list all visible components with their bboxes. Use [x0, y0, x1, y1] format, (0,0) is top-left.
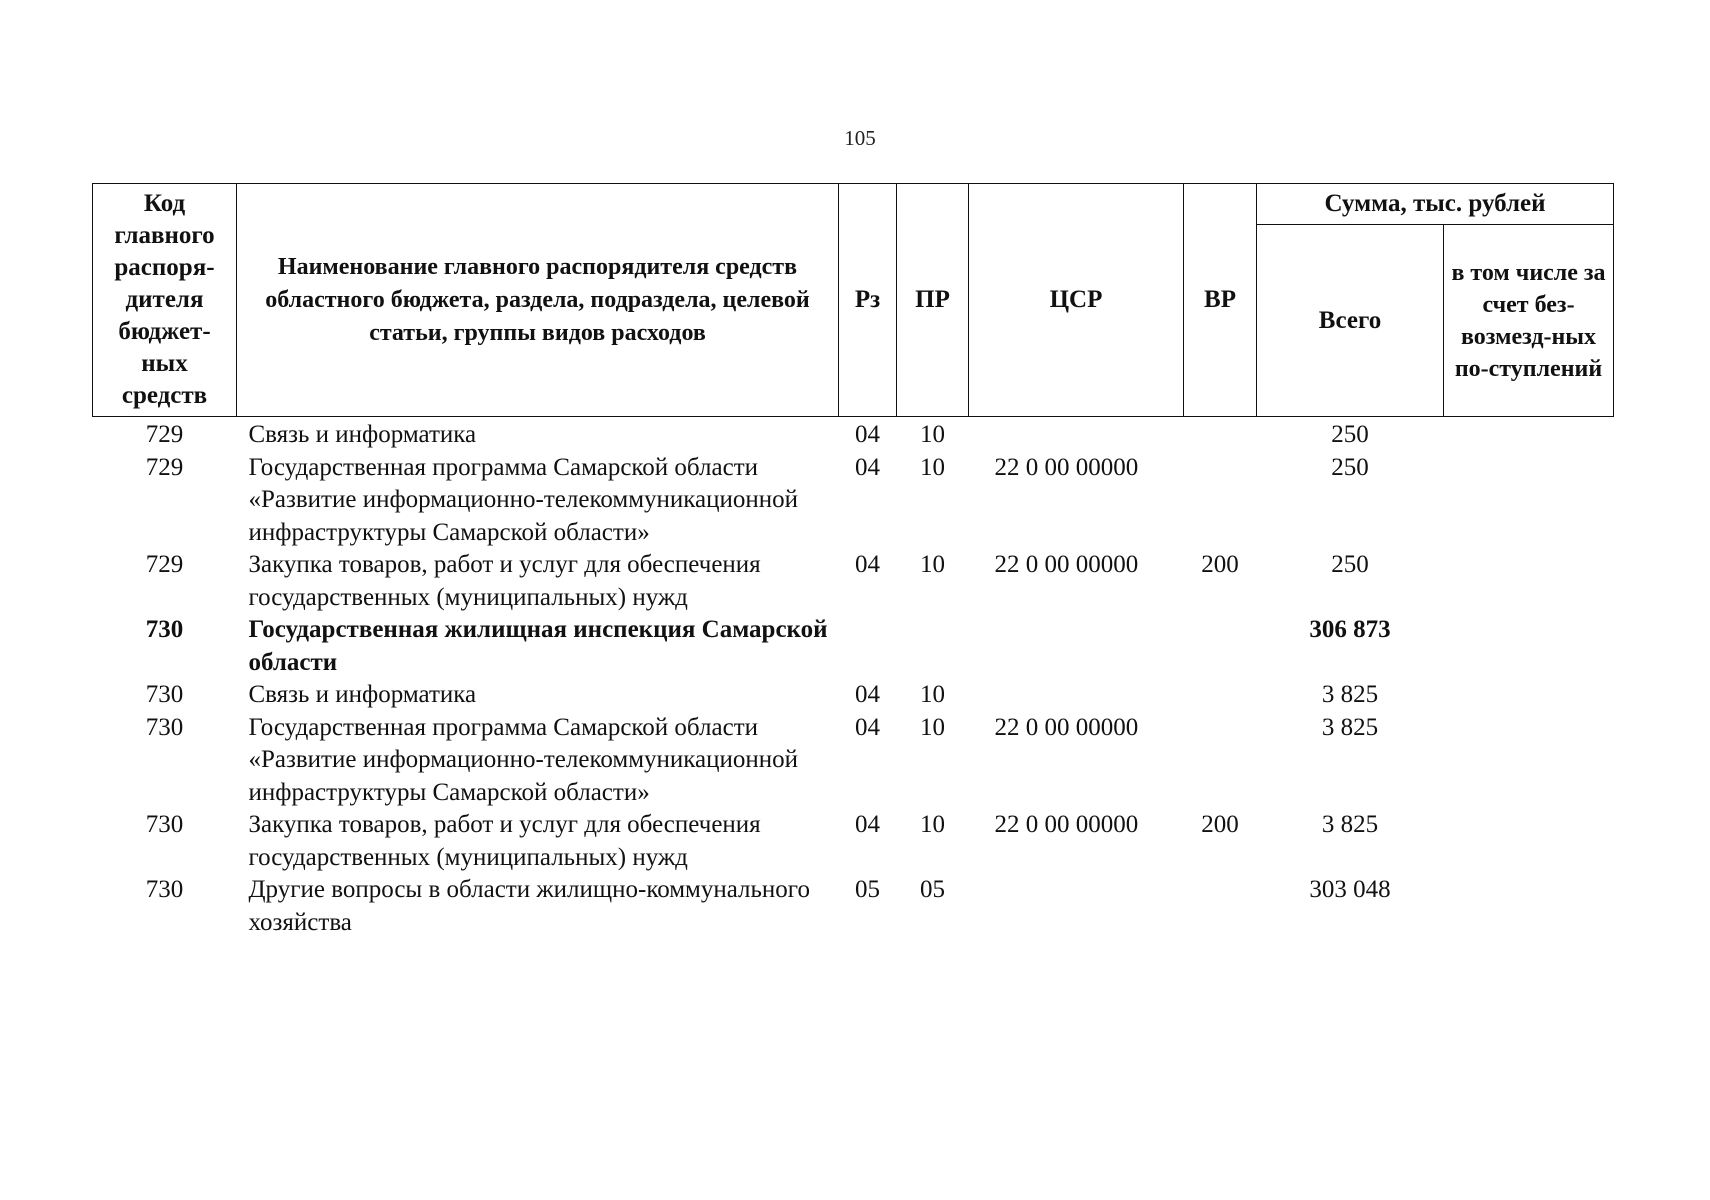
header-csr: ЦСР — [969, 184, 1184, 417]
cell-rz: 04 — [855, 811, 880, 838]
header-pr: ПР — [897, 184, 969, 417]
cell-gratis — [1444, 614, 1614, 679]
table-row — [93, 679, 1614, 712]
cell-pr: 10 — [920, 713, 945, 741]
cell-vr — [1184, 712, 1257, 810]
cell-code: 729 — [145, 453, 184, 481]
table-row — [93, 452, 1614, 550]
cell-vr — [1184, 874, 1257, 939]
cell-code: 730 — [145, 713, 184, 741]
cell-rz: 04 — [855, 421, 880, 448]
cell-code: 730 — [145, 681, 184, 708]
cell-code: 730 — [145, 811, 184, 838]
page-number: 105 — [844, 126, 876, 150]
cell-name: Государственная жилищная инспекция Самарской области — [248, 616, 828, 676]
cell-total: 250 — [1331, 453, 1369, 481]
cell-pr: 10 — [920, 551, 945, 578]
cell-vr — [1184, 614, 1257, 679]
cell-rz: 05 — [855, 876, 880, 903]
cell-csr: 22 0 00 00000 — [994, 713, 1139, 741]
cell-rz: 04 — [855, 681, 880, 708]
cell-name: Государственная программа Самарской области «Развитие информационно-телекоммуникационной инфраструктуры Самарской области» — [248, 713, 799, 806]
header-name: Наименование главного распорядителя средств областного бюджета, раздела, подраздела, целевой статьи, группы видов расходов — [237, 184, 839, 417]
table-body — [93, 417, 1614, 940]
cell-vr — [1184, 452, 1257, 550]
cell-rz: 04 — [855, 453, 880, 481]
table-row — [93, 712, 1614, 810]
cell-vr: 200 — [1201, 811, 1239, 838]
cell-name: Другие вопросы в области жилищно-коммунального хозяйства — [248, 876, 810, 936]
header-rz: Рз — [839, 184, 897, 417]
cell-gratis — [1444, 549, 1614, 614]
cell-gratis — [1444, 452, 1614, 550]
table-row — [93, 417, 1614, 452]
cell-csr: 22 0 00 00000 — [994, 811, 1139, 838]
cell-vr — [1184, 679, 1257, 712]
cell-total: 3 825 — [1321, 681, 1379, 708]
header-sum: Сумма, тыс. рублей — [1257, 184, 1614, 225]
cell-pr: 10 — [920, 811, 945, 838]
cell-total: 3 825 — [1321, 713, 1379, 741]
cell-rz: 04 — [855, 551, 880, 578]
cell-name: Государственная программа Самарской области «Развитие информационно-телекоммуникационной инфраструктуры Самарской области» — [248, 453, 799, 546]
table-row — [93, 614, 1614, 679]
table-row — [93, 874, 1614, 939]
cell-pr: 10 — [920, 681, 945, 708]
header-code: Код главного распоря-дителя бюджет-ных средств — [93, 184, 237, 417]
cell-pr: 05 — [920, 876, 945, 903]
cell-csr — [969, 679, 1184, 712]
cell-gratis — [1444, 417, 1614, 452]
cell-name: Закупка товаров, работ и услуг для обеспечения государственных (муниципальных) нужд — [248, 811, 761, 871]
cell-pr: 10 — [920, 421, 945, 448]
cell-gratis — [1444, 712, 1614, 810]
header-gratis: в том числе за счет без-возмезд-ных по-ступлений — [1444, 225, 1614, 417]
header-vr: ВР — [1184, 184, 1257, 417]
cell-total: 3 825 — [1321, 811, 1379, 838]
cell-code: 730 — [145, 876, 184, 903]
budget-table — [92, 183, 1614, 939]
cell-gratis — [1444, 809, 1614, 874]
cell-rz — [839, 614, 897, 679]
table-row — [93, 549, 1614, 614]
cell-name: Связь и информатика — [248, 421, 477, 448]
cell-total: 250 — [1331, 551, 1369, 578]
cell-vr: 200 — [1201, 551, 1239, 578]
cell-rz: 04 — [855, 713, 880, 741]
cell-name: Связь и информатика — [248, 681, 477, 708]
cell-total: 303 048 — [1309, 876, 1391, 903]
cell-total: 250 — [1331, 421, 1369, 448]
cell-code: 729 — [145, 551, 184, 578]
cell-gratis — [1444, 679, 1614, 712]
cell-pr: 10 — [920, 453, 945, 481]
cell-csr — [969, 614, 1184, 679]
cell-csr — [969, 874, 1184, 939]
table-header — [93, 184, 1614, 417]
cell-csr: 22 0 00 00000 — [994, 453, 1139, 481]
table-row — [93, 809, 1614, 874]
cell-total: 306 873 — [1309, 616, 1391, 643]
cell-pr — [897, 614, 969, 679]
cell-code: 730 — [145, 616, 184, 643]
cell-gratis — [1444, 874, 1614, 939]
cell-vr — [1184, 417, 1257, 452]
header-total: Всего — [1257, 225, 1444, 417]
cell-csr: 22 0 00 00000 — [994, 551, 1139, 578]
cell-name: Закупка товаров, работ и услуг для обеспечения государственных (муниципальных) нужд — [248, 551, 761, 611]
cell-code: 729 — [145, 421, 184, 448]
cell-csr — [969, 417, 1184, 452]
